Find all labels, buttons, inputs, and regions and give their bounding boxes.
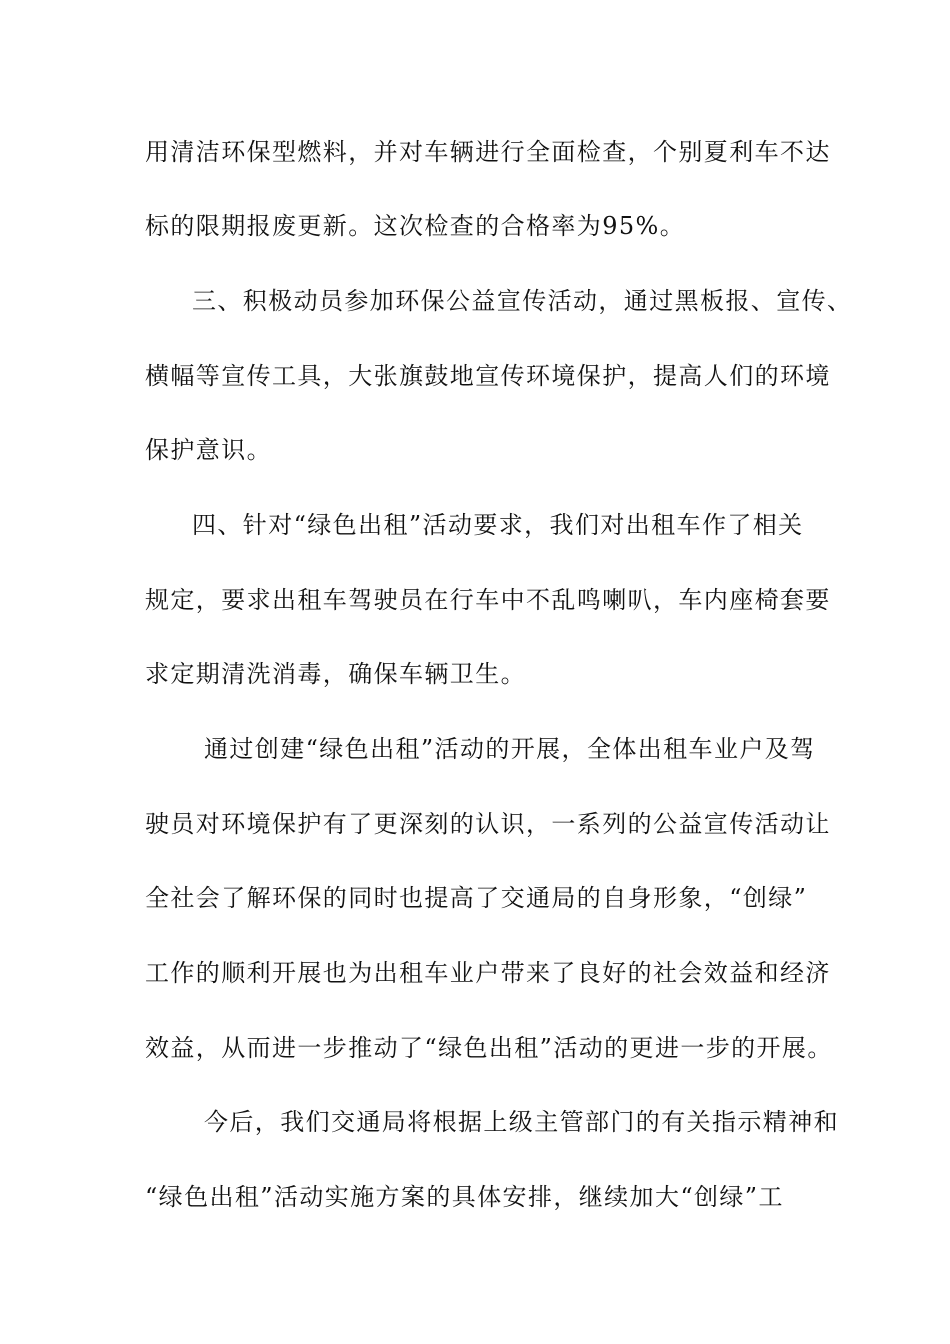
text-line: 全社会了解环保的同时也提高了交通局的自身形象，“创绿”: [145, 884, 808, 912]
text-line: 保护意识。: [145, 436, 272, 464]
text-line: 工作的顺利开展也为出租车业户带来了良好的社会效益和经济: [145, 959, 831, 987]
paragraph-start-line: 四、针对“绿色出租”活动要求，我们对出租车作了相关: [192, 511, 804, 539]
paragraph-start-line: 今后，我们交通局将根据上级主管部门的有关指示精神和: [204, 1108, 839, 1136]
text-line: 效益，从而进一步推动了“绿色出租”活动的更进一步的开展。: [145, 1034, 833, 1062]
text-line: “绿色出租”活动实施方案的具体安排，继续加大“创绿”工: [145, 1183, 784, 1211]
text-line: 标的限期报废更新。这次检查的合格率为95%。: [145, 212, 686, 240]
text-line: 横幅等宣传工具，大张旗鼓地宣传环境保护，提高人们的环境: [145, 362, 831, 390]
text-line: 求定期清洗消毒，确保车辆卫生。: [145, 660, 526, 688]
text-line: 驶员对环境保护有了更深刻的认识，一系列的公益宣传活动让: [145, 810, 831, 838]
text-line: 规定，要求出租车驾驶员在行车中不乱鸣喇叭，车内座椅套要: [145, 586, 831, 614]
paragraph-start-line: 通过创建“绿色出租”活动的开展，全体出租车业户及驾: [204, 735, 816, 763]
text-line: 用清洁环保型燃料，并对车辆进行全面检查，个别夏利车不达: [145, 138, 831, 166]
paragraph-start-line: 三、积极动员参加环保公益宣传活动，通过黑板报、宣传、: [192, 287, 853, 315]
